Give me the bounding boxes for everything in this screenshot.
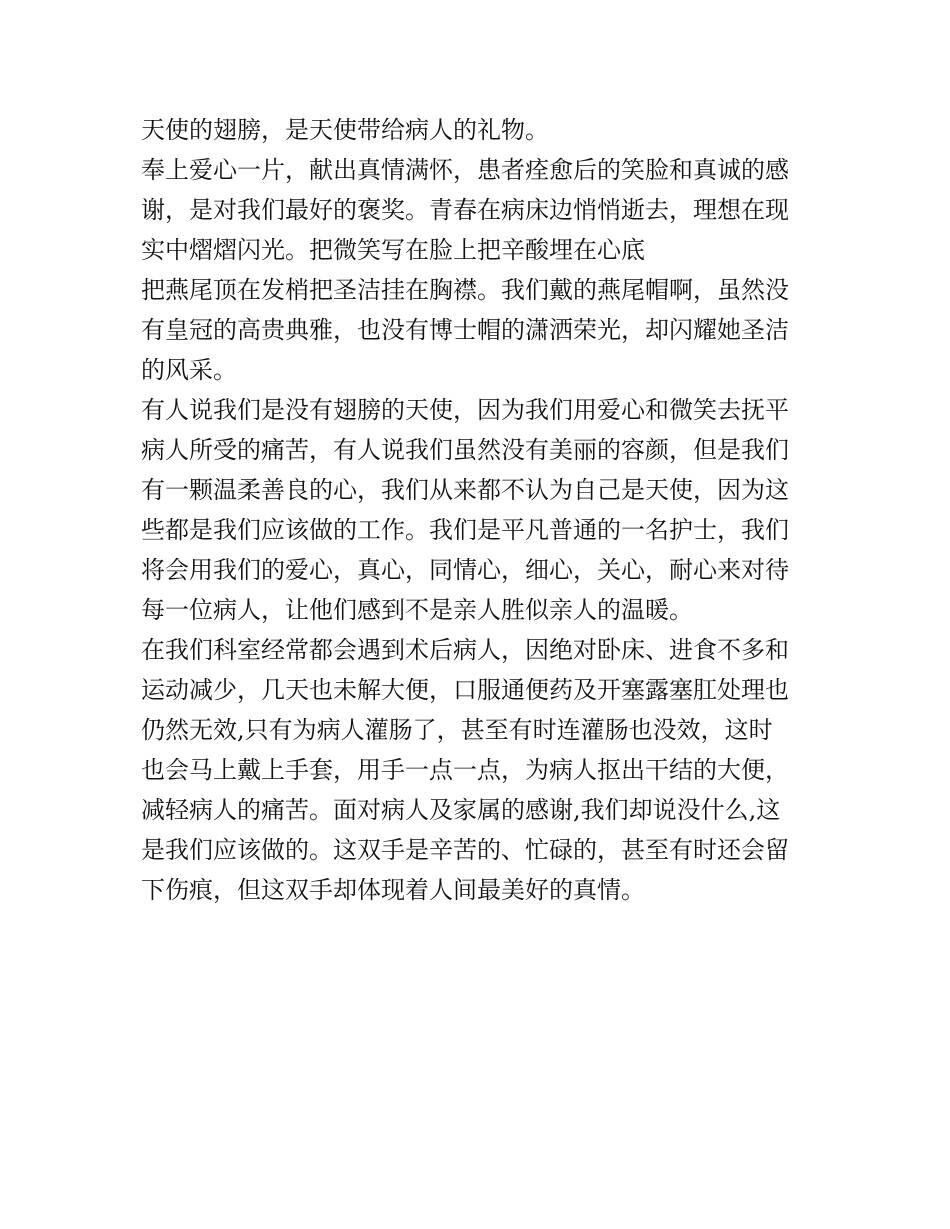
- document-body: [141, 110, 821, 910]
- text-line: 仍然无效,只有为病人灌肠了，甚至有时连灌肠也没效，这时: [141, 716, 773, 744]
- text-line: 天使的翅膀，是天使带给病人的礼物。: [141, 116, 549, 144]
- text-line: 在我们科室经常都会遇到术后病人，因绝对卧床、进食不多和: [141, 636, 789, 664]
- text-line: 的风采。: [141, 356, 237, 384]
- text-line: 运动减少，几天也未解大便，口服通便药及开塞露塞肛处理也: [141, 676, 789, 704]
- text-line: 实中熠熠闪光。把微笑写在脸上把辛酸埋在心底: [141, 236, 645, 264]
- text-line: 减轻病人的痛苦。面对病人及家属的感谢,我们却说没什么,这: [141, 796, 781, 824]
- text-line: 每一位病人，让他们感到不是亲人胜似亲人的温暖。: [141, 596, 693, 624]
- text-line: 有人说我们是没有翅膀的天使，因为我们用爱心和微笑去抚平: [141, 396, 789, 424]
- text-line: 将会用我们的爱心，真心，同情心，细心，关心，耐心来对待: [141, 556, 789, 584]
- text-line: 是我们应该做的。这双手是辛苦的、忙碌的，甚至有时还会留: [141, 836, 789, 864]
- text-line: 有皇冠的高贵典雅，也没有博士帽的潇洒荣光，却闪耀她圣洁: [141, 316, 789, 344]
- text-line: 谢，是对我们最好的褒奖。青春在病床边悄悄逝去，理想在现: [141, 196, 789, 224]
- text-line: 有一颗温柔善良的心，我们从来都不认为自己是天使，因为这: [141, 476, 789, 504]
- text-line: 些都是我们应该做的工作。我们是平凡普通的一名护士，我们: [141, 516, 789, 544]
- text-line: 也会马上戴上手套，用手一点一点，为病人抠出干结的大便，: [141, 756, 789, 784]
- text-line: 把燕尾顶在发梢把圣洁挂在胸襟。我们戴的燕尾帽啊，虽然没: [141, 276, 789, 304]
- text-line: 病人所受的痛苦，有人说我们虽然没有美丽的容颜，但是我们: [141, 436, 789, 464]
- text-line: 下伤痕，但这双手却体现着人间最美好的真情。: [141, 876, 645, 904]
- text-line: 奉上爱心一片，献出真情满怀，患者痊愈后的笑脸和真诚的感: [141, 156, 789, 184]
